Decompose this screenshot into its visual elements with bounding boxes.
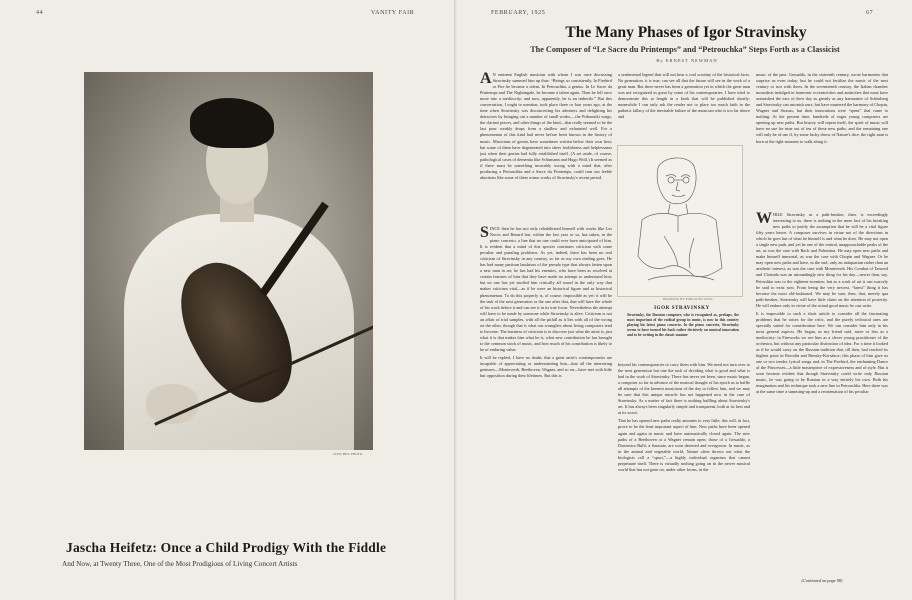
paragraph: That he has opened new paths really amounts to very little; this will, in fact, prove to be the least important aspect of him. New paths have been opened again and again in music and have automatically closed again. The new paths of a Beethoven or a Wagner remain open; those of a Gesualdo, a Domenico Bulli, a Sarasate, are soon deserted and overgrown. In music, as in the animal and vegetable world, Nature often throws out what the biologists call a “sport,”—a highly individual organism that cannot perpetuate itself. There is virtually nothing going on in the newer musical world that has not gone on, under other forms, in the bbox=[618, 418, 750, 472]
paragraph bbox=[756, 212, 888, 309]
caption-title: IGOR STRAVINSKY bbox=[654, 306, 710, 311]
right-page bbox=[457, 0, 912, 600]
paragraph bbox=[480, 226, 612, 353]
folio-page-number: 44 bbox=[36, 10, 44, 16]
drawing-credit: DRAWING BY PABLO PICASSO bbox=[663, 297, 713, 301]
article-column-3b bbox=[756, 212, 888, 568]
caption-body: Stravinsky, the Russian composer, who is recognized as, perhaps, the most important of the radical group in music, is now in this country playing his latest piano concerto. In the piano concerto, Stravinsky seems to have turned his back rather decisively on musical innovation and to be writing in the classic manner bbox=[627, 313, 739, 337]
drop-cap: S bbox=[480, 226, 489, 241]
left-subhead: And Now, at Twenty Three, One of the Most Prodigious of Living Concert Artists bbox=[62, 560, 298, 568]
paragraph-text: HILE Stravinsky as a path-breaker, then, is exceedingly interesting to us, there is nothing in the mere fact of his breaking new paths to justify the assumption that he will be a vital figure fifty years hence. A composer survives in virtue not of the directions in which he goes but of what he himself is and what he does. He may not open a single new path, and yet be one of the central, unapproachable peaks of the art, as was the case with Bach and Palestrina. He may open new paths and make himself immortal, as was the case with Chopin and Wagner. Or he may open new paths and have, in the end, only an antiquarian rather than an aesthetic interest, as was the case with Monteverdi. His Combat of Tancred and Clorinda was an astoundingly new thing for his day—newer than, say, Petrushka was to the eighteen-twenties; but as a work of art it can scarcely be said to exist now. From being the very newest, “latest” thing it has become the most old-fashioned. We may be sure, then, that, merely qua path-breaker, Stravinsky will have little claim on the attention of posterity. He will endure only in virtue of the actual good music he can write. bbox=[756, 212, 888, 308]
left-headline: Jascha Heifetz: Once a Child Prodigy With the Fiddle bbox=[66, 540, 387, 555]
paragraph: a sentimental legend that will not bear a cool scrutiny of the historical facts. No generation, it is true, can see all that the future will see in the work of a great man. But there never has been a generation yet in which the great man was not recognized as great by some of his contemporaries. I have tried to demonstrate this at length in a book that will be published shortly; meanwhile I can only ask the reader not to place too much faith in the pathetic fallacy of the inevitable failure of the musician who is too far above and bbox=[618, 72, 750, 120]
article-column-3a bbox=[756, 72, 888, 208]
article-column-2b bbox=[618, 362, 750, 592]
drop-cap: W bbox=[756, 212, 772, 227]
paragraph: music of the past. Gesualdo, in the sixteenth century, wrote harmonies that surprise us even today; but he could not fertilize the music of the next century or two with them. In the seventeenth century, the Italian chamber monodists indulged in harmonic eccentricities and audacities that must have astonished the ears of their day as greatly as any harmonies of Schönberg and Stravinsky can astonish ours; but have mastered the harmony of Chopin, Wagner and Strauss; but their innovations were “spent” that came to nothing. At the present time, hundreds of eager young composers are opening up new paths. But history will repeat itself; the spirit of music will have no use for nine out of ten of these new paths, and the remaining one will only be of use if, by some lucky throw of Nature's dice, the right man is born at the right moment to walk along it. bbox=[756, 72, 888, 144]
photo-hair bbox=[190, 98, 274, 148]
folio-magazine-name: VANITY FAIR bbox=[371, 10, 415, 16]
article-column-1a bbox=[480, 72, 612, 220]
paragraph: beyond his contemporaries to carry them with him. We need not turn over to the next generation but one the task of deciding what is good and what is bad in the work of Stravinsky. There has never yet been, since music began, a composer so far in advance of the musical thought of his epoch as to baffle all attempts of the keenest musicians of the day to follow him, and we may be sure that this unique miracle has not happened now in the case of Stravinsky. As a matter of fact there is nothing baffling about Stravinsky's art. It has always been singularly simple and transparent, both at its best and at its worst. bbox=[618, 362, 750, 416]
stravinsky-sketch bbox=[617, 145, 743, 297]
paragraph bbox=[480, 72, 612, 181]
paragraph: It will be replied, I have no doubt, that a great artist's contemporaries are incapable of appreciating or understanding him—that all the interesting geniuses—Monteverdi, Beethoven, Wagner, and so on—have met with little but opposition during their lifetimes. But this is bbox=[480, 354, 612, 379]
violinist-photo bbox=[84, 72, 373, 450]
folio-date: FEBRUARY, 1925 bbox=[491, 10, 546, 16]
continued-note: (Continued on page 98) bbox=[801, 578, 843, 583]
article-byline: By ERNEST NEWMAN bbox=[656, 58, 718, 63]
paragraph-text: N eminent English musician with whom I was once discussing Stravinsky summed him up thus: “Beings so consistently, In Firebird or Fire he became a talent. In Petrouchka, a genius. In Le Sacre du Printemps and The Nightingale, he became a talent again. Then he fell once more into a mediocrity; and now, apparently, he is an imbecile.” But this conversation, I ought to mention, took place three or four years ago, at the time when Stravinsky was disconcerting his admirers and delighting his detractors by bringing out a number of small works,—the Pribaoutki songs, the clarinet pieces, and other things of the kind—that really seemed to be the last pour weakly drops from a shallow and exhausted well. For a phenomenon of this kind had never before been known in the history of music. Musicians of genius have sometimes written below their own best; but some of them have degenerated into sheer foolishness and helplessness just when their genius had fully established itself. (A set aside, of course, pathological cases of dementia like Schumann and Hugo Wolf.) It seemed as if there must be something incurably wrong with a mind that, after producing a Petrouchka and a Sacre du Printemps, could turn out feeble abortions like some of these minor works of Stravinsky's recent period. bbox=[480, 72, 612, 180]
article-column-1b bbox=[480, 226, 612, 592]
folio-page-number-right: 67 bbox=[866, 10, 874, 16]
photo-credit: STEICHEN PHOTO bbox=[333, 452, 363, 456]
article-title: The Many Phases of Igor Stravinsky bbox=[565, 24, 807, 41]
sketch-drawing bbox=[618, 146, 742, 296]
left-page bbox=[0, 0, 455, 600]
article-subtitle: The Composer of “Le Sacre du Printemps” and “Petrouchka” Steps Forth as a Classicist bbox=[530, 45, 840, 54]
paragraph: It is impossible to such a short article to consider all the fascinating problems that he raises for the critic, and the purely technical ones are specially suited for consideration here. We can consider him only in his most general aspects. He began, as my friend said, more or less as a mediocrity: in Fireworks we see him as a clever young practitioner of the orchestra, but without any particular distinction of idea. For a time it looked as if he would carry on the Russian tradition that, till then, had reached its highest point in Borodin and Rimsky-Korsakov; this phase of him gave us one or two tender, lyrical songs and, in The Firebird, the enchanting Dance of the Princesses—a little masterpiece of expressiveness and of style. But it soon became evident that though Stravinsky could write only Russian music, he was going to be Russian in a way entirely his own. Both his imagination and his technique took a new line in Petrouchka. Here there was at the same time a summing-up and a reorientation of his peculiar bbox=[756, 310, 888, 395]
article-column-2a bbox=[618, 72, 750, 140]
paragraph-text: INCE then he has not only rehabilitated himself with works like Les Noces and Renard but, within the last year or so, has taken, in the piano concerto, a line that no one could ever have anticipated of him. It is evident that a mind of this species continues criticism with some peculiar and puzzling problems. As yet, indeed, there has been no real criticism of Stravinsky in any country, so far as my own reading goes. He has had many partisan laudators of the pseudo type that always fasten upon a new man in art; he has had his enemies, who have been as resolved at certain features of him that they have made no attempt to understand him; but no one has yet studied him critically all round in the only way that makes criticism vital—as if he were an historical figure and as historical phenomenon. To do this properly is, of course, impossible as yet: it will be the task of the next generation or the one after that, that will have the whole of his work before it and can see it in its true focus. Nevertheless the attempt will have to be made by someone while Stravinsky is alive. Criticism is not an affair of trial samples, with all the pitfall as it lies with all of the wrong on the other, though that is what our wranglers about living composers tend to become. The business of criticism is to discover just what the artist is, just what it is that makes him what he is, what new contribution he has brought to the common stock of music, and how much of his contribution is likely to be of enduring value. bbox=[480, 226, 612, 352]
drop-cap: A bbox=[480, 72, 492, 87]
